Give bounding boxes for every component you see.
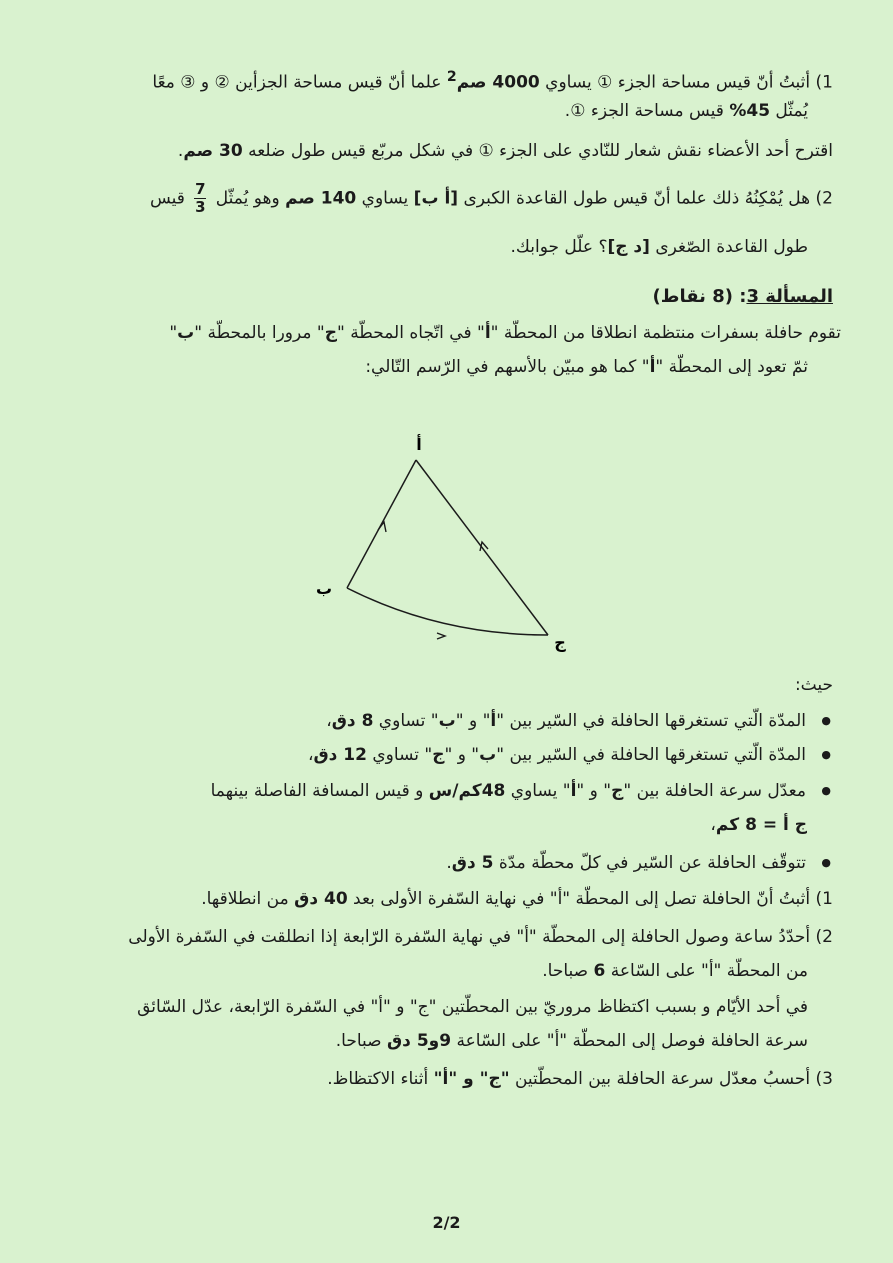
text: قيس	[150, 188, 191, 209]
label-a: أ	[416, 435, 422, 454]
bullet-3: ● معدّل سرعة الحافلة بين "ج" و "أ" يساوي 48كم/س و قيس المسافة الفاصلة بينهما	[51, 778, 831, 804]
label-c: ج	[554, 633, 566, 652]
where-label: حيث:	[794, 675, 833, 695]
text: وهو يُمثّل	[210, 188, 286, 209]
line-q1-cont	[28, 98, 808, 124]
line-proposal	[53, 138, 833, 164]
line-q2	[53, 182, 833, 215]
heading-title: المسألة 3	[746, 286, 833, 307]
question-2-cont: من المحطّة "أ" على السّاعة 6 صباحا.	[542, 961, 808, 981]
bullet-1: ● المدّة الّتي تستغرقها الحافلة في السّير بين "أ" و "ب" تساوي 8 دق،	[51, 708, 831, 734]
text: ؟ علّل جوابك.	[510, 237, 608, 257]
fraction	[194, 182, 206, 215]
question-3: 3) أحسبُ معدّل سرعة الحافلة بين المحطّتين "ج" و "أ" أثناء الاكتظاظ.	[327, 1069, 833, 1089]
bullet-4: ● تتوقّف الحافلة عن السّير في كلّ محطّة مدّة 5 دق.	[51, 850, 831, 876]
text: يُمثّل	[770, 101, 808, 121]
line-q1	[53, 64, 833, 96]
text: اقترح أحد الأعضاء نقش شعار للنّادي على الجزء ① في شكل مربّع قيس طول ضلعه	[242, 141, 833, 161]
congestion-text-2: سرعة الحافلة فوصل إلى المحطّة "أ" على السّاعة 9و5 دق صباحا.	[335, 1031, 808, 1051]
segment-dc: [د ج]	[607, 237, 650, 257]
bus-route-diagram	[300, 430, 590, 660]
arrow-b-c-icon	[437, 633, 445, 639]
length-value: 140 صم	[285, 188, 357, 209]
text: 2) هل يُمْكِنُهُ ذلك علما أنّ قيس طول القاعدة الكبرى	[458, 188, 833, 209]
edge-c-a	[416, 460, 548, 635]
percent-value: 45%	[729, 101, 771, 121]
question-2: 2) أحدّدُ ساعة وصول الحافلة إلى المحطّة "أ" في نهاية السّفرة الرّابعة إذا انطلقت في السّفرة الأولى	[128, 927, 833, 947]
bullet-2: ● المدّة الّتي تستغرقها الحافلة في السّير بين "ب" و "ج" تساوي 12 دق،	[51, 742, 831, 768]
text: يساوي	[356, 188, 414, 209]
problem-3-heading	[53, 284, 833, 310]
segment-ab: [أ ب]	[413, 188, 459, 209]
side-value: 30 صم	[183, 141, 243, 161]
text: .	[177, 141, 184, 161]
line-q2-cont	[28, 234, 808, 260]
question-1: 1) أثبتُ أنّ الحافلة تصل إلى المحطّة "أ" في نهاية السّفرة الأولى بعد 40 دق من انطلاقها.	[201, 889, 833, 909]
denominator: 3	[195, 198, 206, 216]
page-number: 2/2	[432, 1213, 461, 1232]
superscript: 2	[446, 69, 457, 85]
text: طول القاعدة الصّغرى	[649, 237, 808, 257]
area-value: 4000 صم	[456, 72, 540, 93]
congestion-text-1: في أحد الأيّام و بسبب اكتظاظ مروريّ بين المحطّتين "ج" و "أ" في السّفرة الرّابعة، عدّل السّائق	[137, 997, 808, 1017]
text: 1) أثبتُ أنّ قيس مساحة الجزء ① يساوي	[539, 72, 833, 93]
problem-intro-1: تقوم حافلة بسفرات منتظمة انطلاقا من المحطّة "أ" في اتّجاه المحطّة "ج" مرورا بالمحطّة "ب"	[169, 323, 841, 343]
problem-intro-2: ثمّ تعود إلى المحطّة "أ" كما هو مبيّن بالأسهم في الرّسم التّالي:	[365, 357, 808, 377]
bullet-3-cont: ج أ = 8 كم،	[710, 815, 807, 835]
label-b: ب	[315, 579, 333, 598]
text: قيس مساحة الجزء ①.	[564, 101, 730, 121]
heading-points: : (8 نقاط)	[652, 286, 747, 307]
numerator: 7	[195, 180, 206, 198]
text: علما أنّ قيس مساحة الجزأين ② و ③ معًا	[152, 72, 447, 93]
edge-a-b	[347, 460, 416, 588]
